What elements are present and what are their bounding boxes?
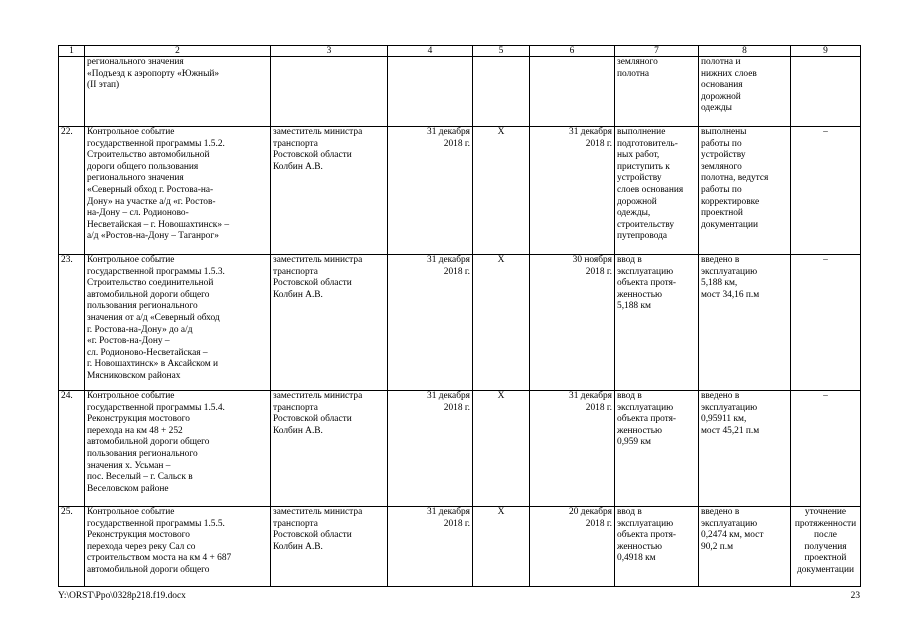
text-line: а/д «Ростов-на-Дону – Таганрог»: [87, 231, 219, 242]
cell-description: [85, 127, 271, 255]
text-line: Дону» на участке а/д «г. Ростов-: [87, 196, 216, 207]
text-line: ввод в: [617, 391, 642, 401]
text-line: протяженности: [794, 518, 857, 529]
text-line: автомобильной дороги общего: [87, 437, 210, 448]
text-line: работы по: [701, 138, 742, 149]
text-line: введено в: [701, 391, 740, 401]
column-header: 3: [271, 46, 388, 57]
text-line: основания: [701, 80, 743, 91]
text-line: Веселовском районе: [87, 483, 169, 494]
text-line: транспорта: [273, 402, 318, 413]
cell-plan-date: [388, 127, 473, 255]
column-header: 9: [791, 46, 861, 57]
text-line: Ростовской области: [273, 414, 352, 425]
text-line: уточнение: [804, 507, 847, 517]
text-line: дороги общего пользования: [87, 161, 199, 172]
cell-fact-result: [699, 127, 791, 255]
text-line: мост 45,21 п.м: [701, 425, 760, 436]
text-line: получения: [804, 541, 847, 552]
text-line: 2018 г.: [585, 138, 612, 149]
text-line: заместитель министра: [273, 391, 363, 401]
text-line: работы по: [701, 184, 742, 195]
text-line: 2018 г.: [443, 518, 470, 529]
cell-responsible: [271, 255, 388, 391]
text-line: Ростовской области: [273, 530, 352, 541]
text-line: на-Дону – сл. Родионово-: [87, 208, 189, 219]
text-line: пользования регионального: [87, 301, 198, 312]
column-header: 6: [530, 46, 615, 57]
text-line: Контрольное событие: [87, 507, 175, 517]
text-line: 31 декабря: [569, 127, 612, 137]
text-line: заместитель министра: [273, 127, 363, 137]
cell-col5: X: [473, 507, 530, 587]
text-line: заместитель министра: [273, 255, 363, 265]
cell-plan-date: [388, 391, 473, 507]
text-line: –: [823, 127, 828, 137]
cell-responsible: [271, 57, 388, 127]
text-line: г. Ростова-на-Дону» до а/д: [87, 324, 193, 335]
text-line: эксплуатацию: [617, 402, 674, 413]
cell-plan-result: [615, 127, 699, 255]
text-line: дорожной: [701, 91, 741, 102]
text-line: путепровода: [617, 231, 668, 242]
text-line: ных работ,: [617, 150, 660, 161]
text-line: транспорта: [273, 518, 318, 529]
text-line: государственной программы 1.5.2.: [87, 138, 225, 149]
text-line: эксплуатацию: [701, 518, 758, 529]
text-line: автомобильной дороги общего: [87, 564, 210, 575]
text-line: эксплуатацию: [617, 518, 674, 529]
cell-plan-result: [615, 507, 699, 587]
text-line: введено в: [701, 507, 740, 517]
text-line: пользования регионального: [87, 448, 198, 459]
text-line: после: [814, 530, 837, 541]
text-line: 2018 г.: [585, 402, 612, 413]
cell-note: [791, 255, 861, 391]
column-header: 7: [615, 46, 699, 57]
text-line: выполнение: [617, 127, 666, 137]
text-line: 2018 г.: [585, 266, 612, 277]
cell-responsible: [271, 391, 388, 507]
text-line: 5,188 км: [617, 301, 651, 312]
text-line: ввод в: [617, 255, 642, 265]
text-line: женностью: [617, 425, 663, 436]
text-line: 31 декабря: [427, 255, 470, 265]
cell-col5: X: [473, 127, 530, 255]
text-line: заместитель министра: [273, 507, 363, 517]
text-line: 90,2 п.м: [701, 541, 734, 552]
cell-fact-result: [699, 255, 791, 391]
text-line: подготовитель-: [617, 138, 678, 149]
text-line: строительству: [617, 219, 675, 230]
cell-fact-date: [530, 127, 615, 255]
text-line: «Подъезд к аэропорту «Южный»: [87, 68, 220, 79]
cell-col5: [473, 57, 530, 127]
footer-page-number: 23: [850, 591, 860, 601]
cell-col5: X: [473, 255, 530, 391]
text-line: объекта протя-: [617, 530, 677, 541]
text-line: женностью: [617, 541, 663, 552]
text-line: автомобильной дороги общего: [87, 289, 210, 300]
text-line: 2018 г.: [443, 402, 470, 413]
text-line: земляного: [617, 57, 658, 67]
text-line: регионального значения: [87, 173, 184, 184]
cell-plan-date: [388, 255, 473, 391]
text-line: строительством моста на км 4 + 687: [87, 553, 232, 564]
text-line: Строительство автомобильной: [87, 150, 210, 161]
text-line: перехода на км 48 + 252: [87, 425, 183, 436]
cell-responsible: [271, 507, 388, 587]
text-line: одежды,: [617, 208, 651, 219]
text-line: объекта протя-: [617, 414, 677, 425]
text-line: нижних слоев: [701, 68, 757, 79]
text-line: значения х. Усьман –: [87, 460, 171, 471]
text-line: объекта протя-: [617, 278, 677, 289]
cell-fact-result: [699, 507, 791, 587]
text-line: 31 декабря: [427, 391, 470, 401]
text-line: полотна и: [701, 57, 741, 67]
text-line: полотна, ведутся: [701, 173, 769, 184]
text-line: Реконструкция мостового: [87, 530, 190, 541]
cell-fact-date: [530, 255, 615, 391]
cell-note: [791, 127, 861, 255]
text-line: дорожной: [617, 196, 657, 207]
header-row: [59, 46, 861, 57]
column-header: 8: [699, 46, 791, 57]
text-line: пос. Веселый – г. Сальск в: [87, 472, 193, 483]
text-line: транспорта: [273, 138, 318, 149]
cell-plan-date: [388, 507, 473, 587]
cell-description: [85, 57, 271, 127]
text-line: Строительство соединительной: [87, 278, 214, 289]
text-line: (II этап): [87, 80, 120, 91]
cell-num: 24.: [59, 391, 85, 507]
text-line: корректировке: [701, 196, 760, 207]
cell-plan-result: [615, 255, 699, 391]
cell-plan-result: [615, 57, 699, 127]
column-header: 4: [388, 46, 473, 57]
text-line: г. Новошахтинск» в Аксайском и: [87, 359, 219, 370]
cell-plan-result: [615, 391, 699, 507]
text-line: Контрольное событие: [87, 127, 175, 137]
text-line: значения от а/д «Северный обход: [87, 312, 220, 323]
text-line: 5,188 км,: [701, 278, 738, 289]
cell-fact-date: [530, 57, 615, 127]
text-line: Колбин А.В.: [273, 541, 323, 552]
text-line: Контрольное событие: [87, 255, 175, 265]
text-line: мост 34,16 п.м: [701, 289, 760, 300]
text-line: –: [823, 255, 828, 265]
table-row: [59, 255, 861, 391]
text-line: 2018 г.: [585, 518, 612, 529]
cell-col5: X: [473, 391, 530, 507]
text-line: государственной программы 1.5.3.: [87, 266, 225, 277]
text-line: Колбин А.В.: [273, 161, 323, 172]
cell-responsible: [271, 127, 388, 255]
text-line: Мясниковском районах: [87, 370, 181, 381]
cell-num: [59, 57, 85, 127]
footer-file-path: Y:\ORST\Ppo\0328p218.f19.docx: [58, 591, 186, 601]
cell-fact-date: [530, 507, 615, 587]
table-row: [59, 391, 861, 507]
cell-note: [791, 57, 861, 127]
text-line: земляного: [701, 161, 742, 172]
text-line: 31 декабря: [427, 507, 470, 517]
cell-description: [85, 507, 271, 587]
text-line: Контрольное событие: [87, 391, 175, 401]
text-line: 0,95911 км,: [701, 414, 747, 425]
text-line: Несветайская – г. Новошахтинск» –: [87, 219, 230, 230]
text-line: государственной программы 1.5.5.: [87, 518, 225, 529]
text-line: эксплуатацию: [701, 266, 758, 277]
text-line: документации: [797, 564, 854, 575]
text-line: выполнены: [701, 127, 747, 137]
document-page: [58, 45, 860, 587]
text-line: транспорта: [273, 266, 318, 277]
text-line: 31 декабря: [427, 127, 470, 137]
text-line: устройству: [617, 173, 662, 184]
column-header: 1: [59, 46, 85, 57]
text-line: слоев основания: [617, 184, 684, 195]
text-line: «г. Ростов-на-Дону –: [87, 336, 170, 347]
text-line: перехода через реку Сал со: [87, 541, 196, 552]
text-line: документации: [701, 219, 758, 230]
table-row: [59, 127, 861, 255]
table-row: [59, 507, 861, 587]
text-line: эксплуатацию: [617, 266, 674, 277]
cell-num: 23.: [59, 255, 85, 391]
text-line: эксплуатацию: [701, 402, 758, 413]
cell-description: [85, 255, 271, 391]
column-header: 5: [473, 46, 530, 57]
text-line: 0,4918 км: [617, 553, 656, 564]
text-line: ввод в: [617, 507, 642, 517]
text-line: Ростовской области: [273, 278, 352, 289]
cell-plan-date: [388, 57, 473, 127]
text-line: регионального значения: [87, 57, 184, 67]
cell-note: [791, 391, 861, 507]
cell-num: 25.: [59, 507, 85, 587]
control-events-table: [58, 45, 861, 587]
text-line: 0,2474 км, мост: [701, 530, 764, 541]
text-line: 31 декабря: [569, 391, 612, 401]
cell-fact-date: [530, 391, 615, 507]
text-line: Реконструкция мостового: [87, 414, 190, 425]
text-line: проектной: [804, 553, 847, 564]
text-line: –: [823, 391, 828, 401]
text-line: полотна: [617, 68, 650, 79]
text-line: одежды: [701, 103, 732, 114]
text-line: Ростовской области: [273, 150, 352, 161]
cell-num: 22.: [59, 127, 85, 255]
cell-fact-result: [699, 57, 791, 127]
text-line: Колбин А.В.: [273, 425, 323, 436]
cell-note: [791, 507, 861, 587]
text-line: Колбин А.В.: [273, 289, 323, 300]
continuation-row: [59, 57, 861, 127]
text-line: проектной: [701, 208, 743, 219]
text-line: приступить к: [617, 161, 670, 172]
text-line: устройству: [701, 150, 746, 161]
text-line: 30 ноября: [572, 255, 612, 265]
text-line: «Северный обход г. Ростова-на-: [87, 184, 214, 195]
text-line: введено в: [701, 255, 740, 265]
cell-fact-result: [699, 391, 791, 507]
text-line: государственной программы 1.5.4.: [87, 402, 225, 413]
text-line: сл. Родионово-Несветайская –: [87, 347, 208, 358]
text-line: 0,959 км: [617, 437, 651, 448]
cell-description: [85, 391, 271, 507]
text-line: 20 декабря: [569, 507, 612, 517]
text-line: 2018 г.: [443, 266, 470, 277]
text-line: 2018 г.: [443, 138, 470, 149]
column-header: 2: [85, 46, 271, 57]
text-line: женностью: [617, 289, 663, 300]
